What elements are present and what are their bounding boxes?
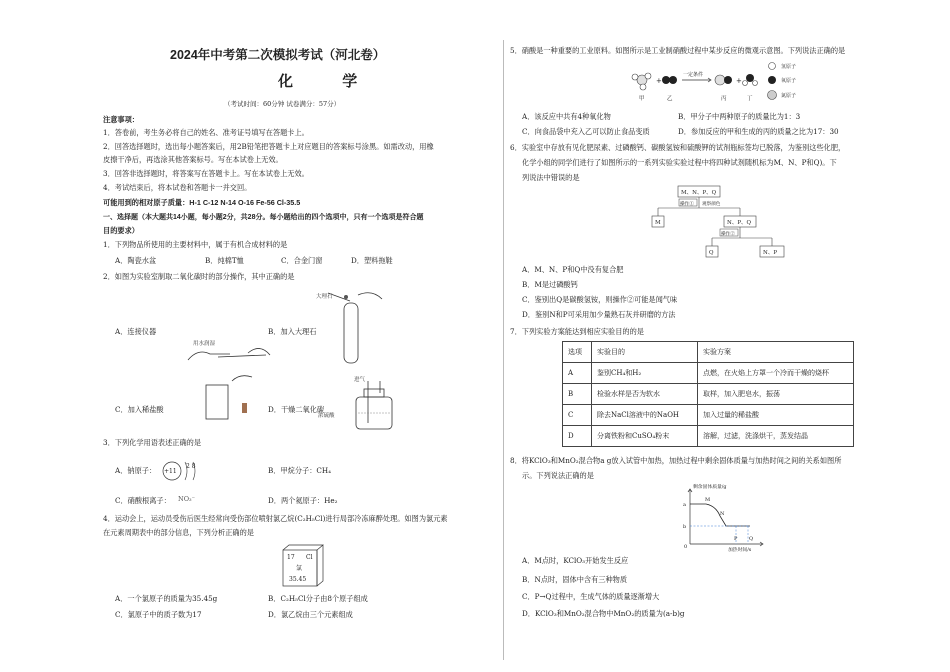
table-row (563, 405, 854, 426)
q1-option-c: C．合金门窗 (281, 256, 323, 265)
fig-label-gas-in: 进气 (354, 377, 366, 383)
q8-mass-time-graph (676, 482, 766, 552)
kclo3-formula: KClO₃ (528, 456, 551, 465)
q8-stem-cont: 示。下列说法正确的是 (522, 471, 594, 480)
graph-a: a (683, 502, 686, 508)
graph-origin: 0 (684, 544, 688, 550)
table-cell: 检验水样是否为软水 (592, 384, 698, 405)
legend-hydrogen: 氢原子 (781, 64, 797, 70)
q4-option-c: C．氯原子中的质子数为17 (115, 610, 202, 619)
molecule-ding-icon (743, 74, 758, 86)
graph-m: M (705, 497, 711, 503)
mno2-formula: MnO₂ (613, 609, 635, 618)
section1-title: 一、选择题（本大题共14小题，每小题2分，共28分。每小题给出的四个选项中，只有一个选项是符合题 (103, 214, 424, 221)
q8-option-b: B．N点时，固体中含有三种物质 (522, 575, 628, 584)
mno2-formula: MnO₂ (557, 456, 579, 465)
q5-option-c: C．向食品袋中充入乙可以防止食品变质 (522, 127, 650, 136)
element-name: 氯 (296, 565, 303, 572)
q8-option-c: C．P→Q过程中，生成气体的质量逐渐增大 (522, 592, 660, 601)
kclo3-formula: KClO₃ (563, 556, 586, 565)
gas-washing-bottle-icon (356, 381, 392, 429)
species-jia: 甲 (639, 96, 645, 102)
chlorine-element-cell (278, 544, 326, 590)
q1-option-d: D．塑料拖鞋 (351, 256, 393, 265)
fig-label-marble: 大理石 (316, 294, 333, 300)
legend-oxygen: 氧原子 (781, 78, 797, 84)
q2-stem: 2．如图为实验室制取二氧化碳时的部分操作，其中正确的是 (103, 272, 295, 281)
column-divider (503, 40, 504, 660)
mno2-formula: MnO₂ (563, 609, 585, 618)
notice-item: 3．回答非选择题时，将答案写在答题卡上。写在本试卷上无效。 (103, 169, 309, 178)
molecule-bing-icon (715, 75, 732, 85)
table-row (563, 363, 854, 384)
flow-top: M、N、P、Q (681, 190, 717, 196)
svg-text:+: + (736, 77, 742, 85)
hands-connecting-icon (188, 348, 270, 360)
flow-step1-note: 观察颜色 (702, 202, 721, 207)
flow-q: Q (709, 250, 714, 256)
species-ding: 丁 (747, 96, 753, 102)
graph-b: b (683, 524, 687, 530)
table-row (563, 426, 854, 447)
molecule-yi-icon (662, 76, 677, 84)
q8-stem (510, 456, 841, 466)
q6-option-b: B．M是过磷酸钙 (522, 280, 578, 289)
legend-nitrogen: 氮原子 (781, 93, 797, 99)
table-cell: 加入过量的稀盐酸 (698, 405, 854, 426)
svg-text:+: + (656, 77, 662, 85)
q8-option-d-post: 的质量为 (634, 609, 663, 618)
q5-option-a: A．该反应中共有4种氧化物 (522, 112, 611, 121)
table-header-row (563, 342, 854, 363)
q7-stem: 7．下列实验方案能达到相应实验目的的是 (510, 327, 644, 336)
test-tube-icon (328, 293, 382, 363)
kclo3-formula: KClO₃ (534, 609, 557, 618)
q6-stem: 6．实验室中存放有见化肥尿素、过磷酸钙、碳酸氢铵和硫酸钾的试剂瓶标签均已脱落，为鉴别这些化肥， (510, 143, 846, 152)
atomic-mass: 35.45 (289, 576, 307, 583)
q5-option-b: B．甲分子中两种原子的质量比为1：3 (678, 112, 801, 121)
atomic-masses: 可能用到的相对原子质量：H-1 C-12 N-14 O-16 Fe-56 Cl-35.5 (103, 198, 301, 207)
q3-option-d: D．两个氦原子：He₂ (268, 496, 338, 505)
q8-option-a-post: 开始发生反应 (585, 556, 629, 565)
flow-npq: N、P、Q (727, 220, 752, 226)
q2-option-d: D．干燥二氧化碳 (268, 405, 325, 414)
flow-step2: 操作② (721, 232, 735, 237)
q3-option-b: B．甲烷分子：CH₄ (268, 466, 332, 475)
fig-label-sulfuric: 浓硫酸 (318, 413, 335, 419)
q8-stem-post: 混合物a g放入试管中加热，加热过程中剩余固体质量与加热时间之间的关系如图所 (578, 456, 842, 465)
q6-option-a: A．M、N、P和Q中没有复合肥 (522, 265, 624, 274)
table-cell: C (563, 405, 592, 426)
species-yi: 乙 (667, 96, 673, 102)
q3-option-a: A．钠原子： (115, 466, 157, 475)
nucleus-charge: +11 (164, 468, 177, 475)
q8-option-d-mid2: 混合物中 (584, 609, 614, 618)
q1-option-a: A．陶瓷水盆 (115, 256, 157, 265)
atomic-number: 17 (287, 554, 295, 561)
q2-option-a: A．连接仪器 (115, 327, 157, 336)
q7-table (562, 341, 854, 447)
nitrate-formula: NO₃⁻ (178, 495, 196, 503)
table-cell: B (563, 384, 592, 405)
q4-option-b: B．C₂H₅Cl分子由8个原子组成 (268, 594, 368, 603)
table-header-cell: 实验方案 (698, 342, 854, 363)
graph-ylabel: 剩余固体质量/g (693, 485, 727, 490)
q8-option-d (522, 609, 685, 619)
shell-electrons: 2 8 (186, 463, 196, 470)
reaction-condition: 一定条件 (683, 72, 704, 78)
q6-stem-cont2: 列说法中错误的是 (522, 173, 580, 182)
species-bing: 丙 (721, 96, 727, 102)
q5-molecular-diagram (628, 58, 828, 104)
q3-stem: 3．下列化学用语表述正确的是 (103, 438, 202, 447)
table-cell: 分离铁粉和CuSO₄粉末 (592, 426, 698, 447)
table-cell: 取样，加入肥皂水，振荡 (698, 384, 854, 405)
element-symbol: Cl (306, 554, 313, 561)
q8-option-a-pre: A．M点时， (522, 556, 564, 565)
table-cell: 鉴别CH₄和H₂ (592, 363, 698, 384)
q4-stem: 4．运动会上，运动员受伤后医生经常向受伤部位喷射氯乙烷(C₂H₅Cl)进行局部冷冻麻醉处理。如图为氯元素 (103, 514, 448, 523)
section1-title-cont: 目的要求） (103, 226, 139, 235)
q5-option-d: D．参加反应的甲和生成的丙的质量之比为17：30 (678, 127, 839, 136)
q8-stem-pre: 8．将 (510, 456, 529, 465)
sodium-atom-diagram (158, 456, 208, 486)
q3-option-c: C．硝酸根离子： (115, 496, 171, 505)
q8-option-d-pre: D． (522, 609, 535, 618)
notice-item: 4．考试结束后，将本试卷和答题卡一并交回。 (103, 183, 252, 192)
notice-item: 2．回答选择题时，选出每小题答案后，用2B铅笔把答题卡上对应题目的答案标号涂黑。如需改动，用橡 (103, 142, 434, 151)
graph-n: N (720, 511, 725, 517)
q4-stem-cont: 在元素周期表中的部分信息，下列分析正确的是 (103, 528, 254, 537)
q4-option-d: D．氯乙烷由三个元素组成 (268, 610, 353, 619)
notice-heading: 注意事项： (103, 115, 139, 124)
table-cell: D (563, 426, 592, 447)
mass-unit: g (679, 609, 685, 618)
q6-option-c: C．鉴别出Q是碳酸氢铵，则操作②可能是闻气味 (522, 295, 678, 304)
q6-stem-cont: 化学小组的同学们进行了如图所示的一系列实验实验过程中将四种试剂随机标为M、N、P和Q)。下 (522, 158, 837, 167)
molecule-jia-icon (632, 73, 651, 90)
table-cell: A (563, 363, 592, 384)
q6-flowchart (650, 184, 790, 260)
table-header-cell: 选项 (563, 342, 592, 363)
q8-option-d-mid: 和 (556, 609, 564, 618)
notice-item: 1．答卷前，考生务必将自己的姓名、准考证号填写在答题卡上。 (103, 128, 309, 137)
time-note: （考试时间：60分钟 试卷满分：57分） (224, 100, 341, 108)
q2-apparatus-figure (158, 285, 498, 433)
exam-title: 2024年中考第二次模拟考试（河北卷） (170, 48, 386, 62)
table-header-cell: 实验目的 (592, 342, 698, 363)
q8-option-a (522, 556, 628, 566)
flow-step1: 操作① (680, 202, 694, 207)
table-cell: 除去NaCl溶液中的NaOH (592, 405, 698, 426)
graph-q: Q (749, 536, 754, 542)
graph-p: P (734, 536, 738, 542)
notice-item: 皮擦干净后，再选涂其他答案标号。写在本试卷上无效。 (103, 155, 283, 164)
q1-option-b: B．纯棉T恤 (205, 256, 244, 265)
q6-option-d: D．鉴别N和P可采用加少量熟石灰并研磨的方法 (522, 310, 676, 319)
graph-xlabel: 加热时间/s (728, 548, 752, 552)
flow-np: N、P (763, 250, 778, 256)
q5-stem: 5．硝酸是一种重要的工业原料。如图所示是工业制硝酸过程中某步反应的微观示意图。下列说法正确的是 (510, 46, 846, 55)
subject-title: 化 学 (278, 72, 380, 90)
q8-stem-and: 和 (550, 456, 558, 465)
beaker-pour-icon (206, 376, 252, 419)
table-cell: 溶解，过滤，洗涤烘干，蒸发结晶 (698, 426, 854, 447)
fig-label-wet: 用水润湿 (193, 341, 216, 347)
table-cell: 点燃，在火焰上方罩一个冷而干燥的烧杯 (698, 363, 854, 384)
q2-option-c: C．加入稀盐酸 (115, 405, 164, 414)
q1-stem: 1．下列物品所使用的主要材料中，属于有机合成材料的是 (103, 240, 288, 249)
q4-option-a: A．一个氯原子的质量为35.45g (115, 594, 218, 603)
flow-m: M (655, 220, 661, 226)
table-row (563, 384, 854, 405)
q2-option-b: B．加入大理石 (268, 327, 317, 336)
mass-expression: (a-b) (662, 609, 680, 618)
